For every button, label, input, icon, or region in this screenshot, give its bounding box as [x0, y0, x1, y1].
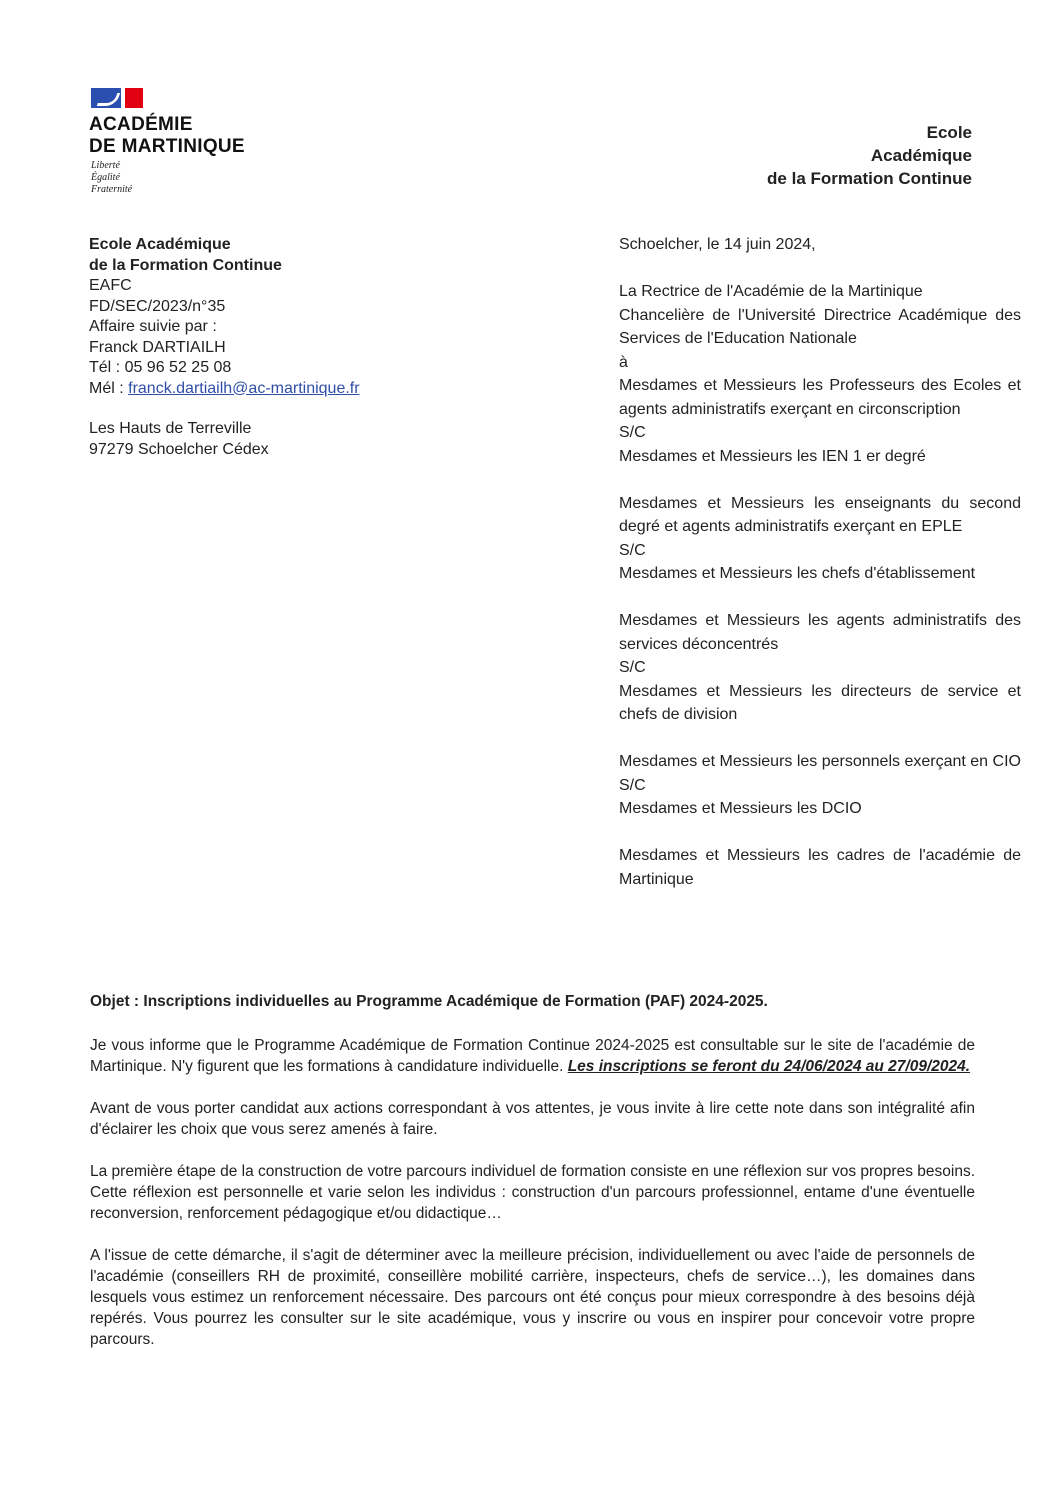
sender-reference: FD/SEC/2023/n°35: [89, 297, 226, 315]
contact-name: Franck DARTIAILH: [89, 338, 226, 356]
sender-block: [89, 235, 360, 399]
recipient-group-3: Mesdames et Messieurs les agents administratifs des services déconcentrés: [619, 612, 1021, 653]
address-line-2: 97279 Schoelcher Cédex: [89, 440, 269, 458]
recipient-group-3-sc: S/C: [619, 659, 646, 676]
paragraph-1: [90, 1035, 975, 1077]
contact-email-line: [89, 379, 360, 400]
letter-body: [90, 1035, 975, 1371]
sender-name-2: de la Formation Continue: [89, 256, 282, 274]
recipients-block: [619, 233, 1021, 891]
republic-motto: [91, 160, 132, 196]
recipient-group-2: Mesdames et Messieurs les enseignants du second degré et agents administratifs exerçant en EPLE: [619, 494, 1021, 535]
academie-line-1: ACADÉMIE: [89, 114, 193, 135]
paragraph-3: La première étape de la construction de votre parcours individuel de formation consiste en une réflexion sur vos propres besoins. Cette réflexion est personnelle et varie selon les individus : construction d'un parcours professionnel, entame d'une éventuelle reconversion, renforcement pédagogique et/ou didactique…: [90, 1163, 975, 1222]
academie-name: [89, 114, 245, 158]
email-link[interactable]: franck.dartiailh@ac-martinique.fr: [128, 379, 360, 397]
email-label: Mél :: [89, 379, 129, 397]
address-line-1: Les Hauts de Terreville: [89, 420, 252, 437]
marianne-profile-icon: [97, 93, 121, 106]
registration-dates: Les inscriptions se feront du 24/06/2024 au 27/09/2024.: [567, 1058, 971, 1075]
letter-subject: Objet : Inscriptions individuelles au Programme Académique de Formation (PAF) 2024-2025.: [90, 993, 768, 1010]
motto-fraternite: Fraternité: [91, 184, 133, 195]
date-line: Schoelcher, le 14 juin 2024,: [619, 236, 816, 253]
recipient-group-4-sc: S/C: [619, 776, 646, 794]
from-line-1: La Rectrice de l'Académie de la Martinique: [619, 283, 923, 300]
recipient-group-2-sc: S/C: [619, 541, 646, 559]
header-title-line-2: Académique: [870, 146, 972, 165]
sender-name-1: Ecole Académique: [89, 236, 231, 253]
recipient-group-5: Mesdames et Messieurs les cadres de l'académie de Martinique: [619, 847, 1021, 888]
republic-flag-logo: [91, 88, 143, 108]
academie-line-2: DE MARTINIQUE: [89, 136, 245, 157]
paragraph-4: A l'issue de cette démarche, il s'agit de déterminer avec la meilleure précision, individuellement ou avec l'aide de personnels de l'académie (conseillers RH de proximité, conseillère mobilité carrière, inspecteurs, chefs de service…), les domaines dans lesquels vous estimez un renforcement nécessaire. Des parcours ont été conçus pour mieux correspondre à des besoins déjà repérés. Vous pourrez les consulter sur le site académique, vous y inscrire ou vous en inspirer pour concevoir votre propre parcours.: [90, 1247, 975, 1348]
recipient-group-2-via: Mesdames et Messieurs les chefs d'établissement: [619, 565, 976, 582]
header-title: [767, 121, 972, 190]
flag-red-band: [125, 88, 143, 108]
motto-egalite: Égalité: [91, 172, 120, 183]
recipient-group-1-via: Mesdames et Messieurs les IEN 1 er degré: [619, 447, 926, 465]
recipient-group-1-sc: S/C: [619, 424, 646, 441]
recipient-a: à: [619, 353, 628, 371]
header-title-line-3: de la Formation Continue: [767, 169, 972, 188]
sender-acronym: EAFC: [89, 277, 132, 294]
paragraph-2: Avant de vous porter candidat aux actions correspondant à vos attentes, je vous invite à lire cette note dans son intégralité afin d'éclairer les choix que vous serez amenés à faire.: [90, 1100, 975, 1138]
recipient-group-1: Mesdames et Messieurs les Professeurs des Ecoles et agents administratifs exerçant en circonscription: [619, 377, 1021, 418]
recipient-group-4: Mesdames et Messieurs les personnels exerçant en CIO: [619, 753, 1021, 770]
motto-liberte: Liberté: [91, 160, 120, 171]
recipient-group-4-via: Mesdames et Messieurs les DCIO: [619, 800, 862, 817]
flag-blue-band: [91, 88, 121, 108]
header-title-line-1: Ecole: [926, 123, 972, 142]
from-line-2: Chancelière de l'Université Directrice Académique des Services de l'Education Nationale: [619, 306, 1021, 347]
contact-tel: Tél : 05 96 52 25 08: [89, 359, 232, 376]
sender-address: [89, 419, 269, 460]
recipient-group-3-via: Mesdames et Messieurs les directeurs de service et chefs de division: [619, 682, 1021, 723]
followed-by-label: Affaire suivie par :: [89, 318, 217, 335]
paragraph-1-text: Je vous informe que le Programme Académique de Formation Continue 2024-2025 est consultable sur le site de l'académie de Martinique. N'y figurent que les formations à candidature individuelle.: [90, 1037, 975, 1075]
